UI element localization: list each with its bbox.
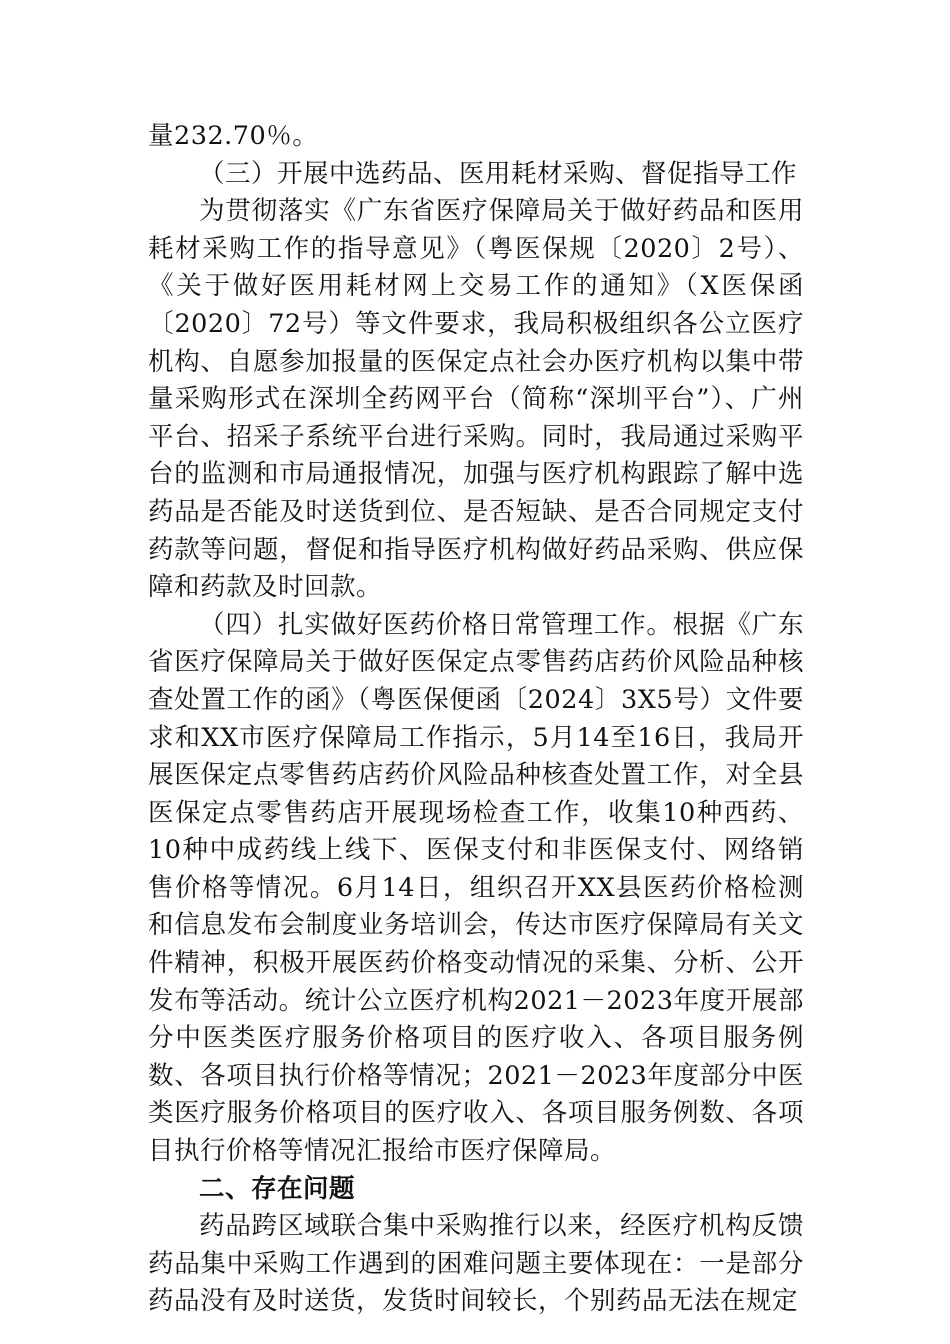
paragraph-procurement: 为贯彻落实《广东省医疗保障局关于做好药品和医用耗材采购工作的指导意见》（粤医保规〔2020〕2号）、《关于做好医用耗材网上交易工作的通知》（X医保函〔2020〕72号）等文件要求，我局积极组织各公立医疗机构、自愿参加报量的医保定点社会办医疗机构以集中带量采购形式在深圳全药网平台（简称“深圳平台”）、广州平台、招采子系统平台进行采购。同时，我局通过采购平台的监测和市局通报情况，加强与医疗机构跟踪了解中选药品是否能及时送货到位、是否短缺、是否合同规定支付药款等问题，督促和指导医疗机构做好药品采购、供应保障和药款及时回款。 [148, 196, 804, 603]
document-body [148, 118, 804, 1321]
section-heading-problems: 二、存在问题 [199, 1173, 356, 1204]
paragraph-price-management: （四）扎实做好医药价格日常管理工作。根据《广东省医疗保障局关于做好医保定点零售药店药价风险品种核查处置工作的函》（粤医保便函〔2024〕3X5号）文件要求和XX市医疗保障局工作指示，5月14至16日，我局开展医保定点零售药店药价风险品种核查处置工作，对全县医保定点零售药店开展现场检查工作，收集10种西药、10种中成药线上线下、医保支付和非医保支付、网络销售价格等情况。6月14日，组织召开XX县医药价格检测和信息发布会制度业务培训会，传达市医疗保障局有关文件精神，积极开展医药价格变动情况的采集、分析、公开发布等活动。统计公立医疗机构2021－2023年度开展部分中医类医疗服务价格项目的医疗收入、各项目服务例数、各项目执行价格等情况；2021－2023年度部分中医类医疗服务价格项目的医疗收入、各项目服务例数、各项目执行价格等情况汇报给市医疗保障局。 [148, 609, 804, 1167]
subsection-heading-3: （三）开展中选药品、医用耗材采购、督促指导工作 [199, 158, 798, 189]
paragraph-problems: 药品跨区域联合集中采购推行以来，经医疗机构反馈药品集中采购工作遇到的困难问题主要体现在：一是部分药品没有及时送货，发货时间较长，个别药品无法在规定 [148, 1211, 804, 1317]
paragraph-continuation: 量232.70％。 [148, 121, 319, 151]
